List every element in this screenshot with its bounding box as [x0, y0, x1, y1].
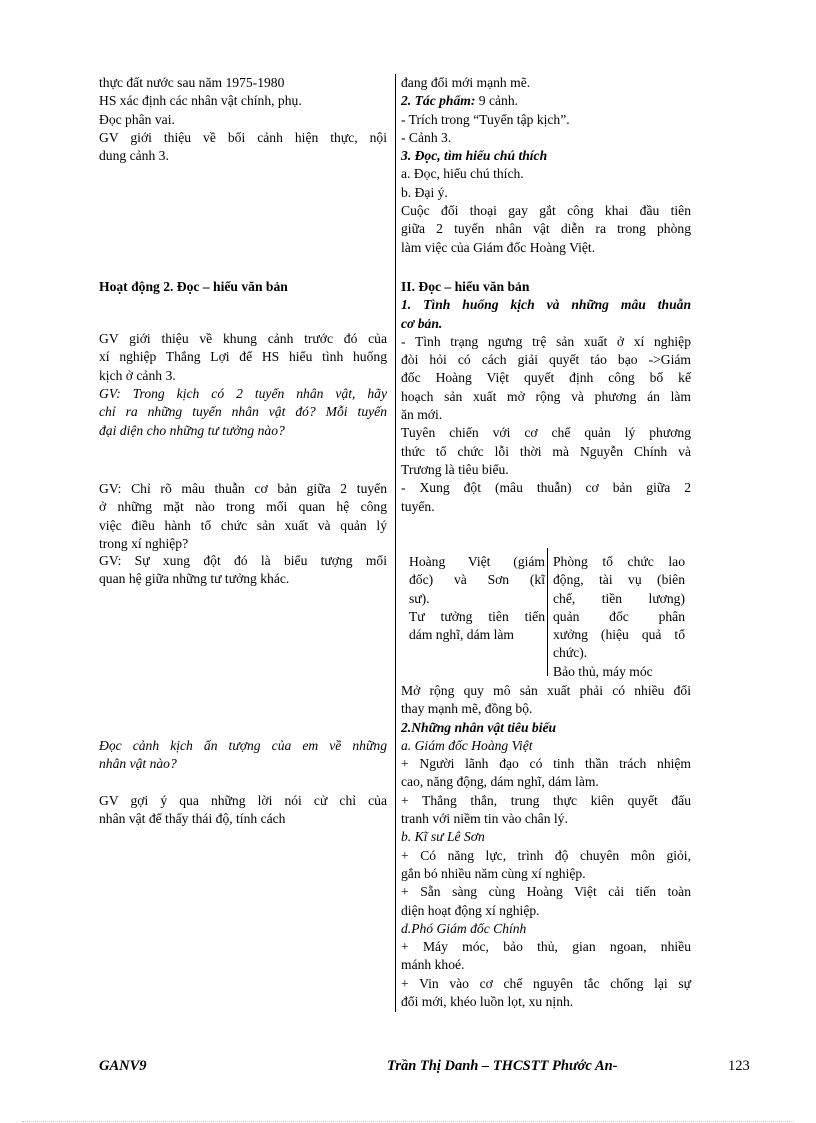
text-line: xí nghiệp Thắng Lợi để HS hiểu tình huống — [99, 349, 387, 365]
text-line: Mở rộng quy mô sản xuất phải có nhiều đổi — [401, 683, 691, 698]
text-line: làm việc của Giám đốc Hoàng Việt. — [401, 239, 596, 255]
text-line: chỉ ra những tuyến nhân vật đó? Mỗi tuyến — [99, 404, 387, 420]
text-line: GV: Trong kịch có 2 tuyến nhân vật, hãy — [99, 386, 387, 401]
text-line: Cuộc đối thoại gay gắt công khai đầu tiên — [401, 203, 691, 219]
text-line: Trương là tiêu biểu. — [401, 461, 509, 477]
text-line: + Vin vào cơ chế nguyên tắc chống lại sự — [401, 975, 691, 991]
text-line: tranh với niềm tin vào chân lý. — [401, 811, 568, 827]
text-line: quản đốc phân — [553, 608, 685, 624]
text-line: GV giới thiệu về khung cảnh trước đó của — [99, 331, 387, 346]
text-line: ăn mới. — [401, 407, 443, 423]
works-label: 2. Tác phẩm: — [401, 93, 476, 109]
text-line: + Có năng lực, trình độ chuyên môn giỏi, — [401, 847, 691, 863]
text-line: thay mạnh mẽ, đồng bộ. — [401, 701, 533, 717]
text-line: dám nghĩ, dám làm — [409, 627, 514, 643]
text-line: HS xác định các nhân vật chính, phụ. — [99, 93, 302, 109]
text-line: diện hoạt động xí nghiệp. — [401, 902, 540, 918]
text-line: Bảo thủ, máy móc — [553, 663, 653, 679]
gv-setting — [99, 330, 387, 385]
text-line: đốc Hoàng Việt quyết định công bố kế — [401, 370, 691, 386]
text-line: đốc) và Sơn (kĩ — [409, 572, 545, 588]
section-2 — [401, 278, 691, 516]
text-line: tuyến. — [401, 498, 435, 514]
page-number: 123 — [728, 1058, 750, 1074]
text-line: Hoàng Việt (giám — [409, 554, 545, 569]
text-line: Phòng tổ chức lao — [553, 554, 685, 569]
page-edge-dotted-line — [22, 1121, 794, 1122]
text-line: nhân vật nào? — [99, 756, 177, 772]
char-d-heading: d.Phó Giám đốc Chính — [401, 920, 527, 936]
text-line: + Thẳng thắn, trung thực kiên quyết đấu — [401, 792, 691, 808]
footer-course-code: GANV9 — [99, 1058, 147, 1074]
text-line: ở những mặt nào trong mối quan hệ công — [99, 499, 387, 515]
activity-2-heading: Hoạt động 2. Đọc – hiểu văn bản — [99, 279, 288, 294]
text-line: kịch ở cảnh 3. — [99, 367, 176, 383]
text-line: sư). — [409, 590, 430, 606]
text-line: - Cảnh 3. — [401, 129, 452, 145]
text-line: chế, tiền lương) — [553, 590, 685, 606]
text-line: cao, năng động, dám nghĩ, dám làm. — [401, 774, 599, 790]
text-line: GV gợi ý qua những lời nói cử chỉ của — [99, 793, 387, 808]
gv-hint — [99, 792, 387, 829]
text-line: đổi mới, khéo luồn lọt, xu nịnh. — [401, 994, 574, 1010]
text-line: + Người lãnh đạo có tinh thần trách nhiệm — [401, 756, 691, 772]
text-line: Đọc cảnh kịch ấn tượng của em về những — [99, 738, 387, 753]
gv-conflict — [99, 480, 387, 553]
text-line: Tuyên chiến với cơ chế quản lý phương — [401, 425, 691, 441]
text-line: - Xung đột (mâu thuẫn) cơ bản giữa 2 — [401, 480, 691, 496]
works-value: 9 cảnh. — [475, 93, 519, 109]
text-line: b. Đại ý. — [401, 184, 448, 200]
gv-question — [99, 385, 387, 440]
section-2-heading: II. Đọc – hiểu văn bản — [401, 279, 530, 294]
text-line: nhân vật để thấy thái độ, tính cách — [99, 811, 286, 827]
char-a-heading: a. Giám đốc Hoàng Việt — [401, 737, 533, 753]
text-line: đang đổi mới mạnh mẽ. — [401, 75, 531, 90]
left-intro — [99, 74, 387, 165]
text-line: chức). — [553, 645, 588, 661]
right-intro — [401, 74, 691, 257]
table-cell-conservative — [553, 553, 685, 681]
text-line: trong xí nghiệp? — [99, 535, 189, 551]
text-line: Đọc phân vai. — [99, 111, 175, 127]
works-line — [401, 92, 691, 110]
conflict-table — [401, 548, 691, 678]
text-line: thức tổ chức lỗi thời mà Nguyễn Chính và — [401, 443, 691, 459]
table-cell-progressive — [409, 553, 545, 644]
text-line: + Máy móc, bảo thủ, gian ngoan, nhiều — [401, 939, 691, 955]
text-line: xưởng (hiệu quả tổ — [553, 627, 685, 643]
read-scene-question — [99, 737, 387, 774]
text-line: hoạch sản xuất mở rộng và phương án làm — [401, 388, 691, 404]
char-b-heading: b. Kĩ sư Lê Sơn — [401, 829, 485, 845]
subheading-2: 2.Những nhân vật tiêu biểu — [401, 719, 557, 735]
subheading-1-cont: cơ bản. — [401, 315, 443, 331]
text-line: + Sẵn sàng cùng Hoàng Việt cải tiến toàn — [401, 884, 691, 900]
text-line: thực đất nước sau năm 1975-1980 — [99, 75, 285, 90]
text-line: GV: Sự xung đột đó là biểu tượng mối — [99, 553, 387, 568]
text-line: mánh khoé. — [401, 957, 465, 973]
text-line: đại diện cho những tư tưởng nào? — [99, 422, 285, 438]
text-line: động, tài vụ (biên — [553, 572, 685, 588]
footer-author: Trần Thị Danh – THCSTT Phước An- — [387, 1058, 618, 1074]
gv-symbol — [99, 552, 387, 589]
text-line: GV giới thiệu về bối cảnh hiện thực, nội — [99, 129, 387, 145]
text-line: - Trích trong “Tuyển tập kịch”. — [401, 111, 570, 127]
reading-heading: 3. Đọc, tìm hiểu chú thích — [401, 148, 548, 164]
text-line: quan hệ giữa những tư tưởng khác. — [99, 571, 290, 587]
text-line: Tư tưởng tiên tiến — [409, 608, 545, 624]
section-2-characters — [401, 682, 691, 1011]
text-line: giữa 2 tuyến nhân vật diễn ra trong phòng — [401, 221, 691, 237]
table-divider — [547, 548, 548, 676]
text-line: - Tình trạng ngưng trệ sản xuất ở xí nghiệp — [401, 333, 691, 349]
column-divider — [395, 74, 396, 1012]
subheading-1: 1. Tình huống kịch và những mâu thuẫn — [401, 297, 691, 313]
text-line: GV: Chỉ rõ mâu thuẫn cơ bản giữa 2 tuyến — [99, 481, 387, 496]
text-line: gắn bó nhiều năm cùng xí nghiệp. — [401, 865, 586, 881]
text-line: a. Đọc, hiểu chú thích. — [401, 166, 524, 182]
text-line: dung cảnh 3. — [99, 148, 169, 164]
text-line: việc điều hành tổ chức sản xuất và quản lý — [99, 517, 387, 533]
text-line: đòi hỏi có cách giải quyết táo bạo ->Giám — [401, 352, 691, 368]
